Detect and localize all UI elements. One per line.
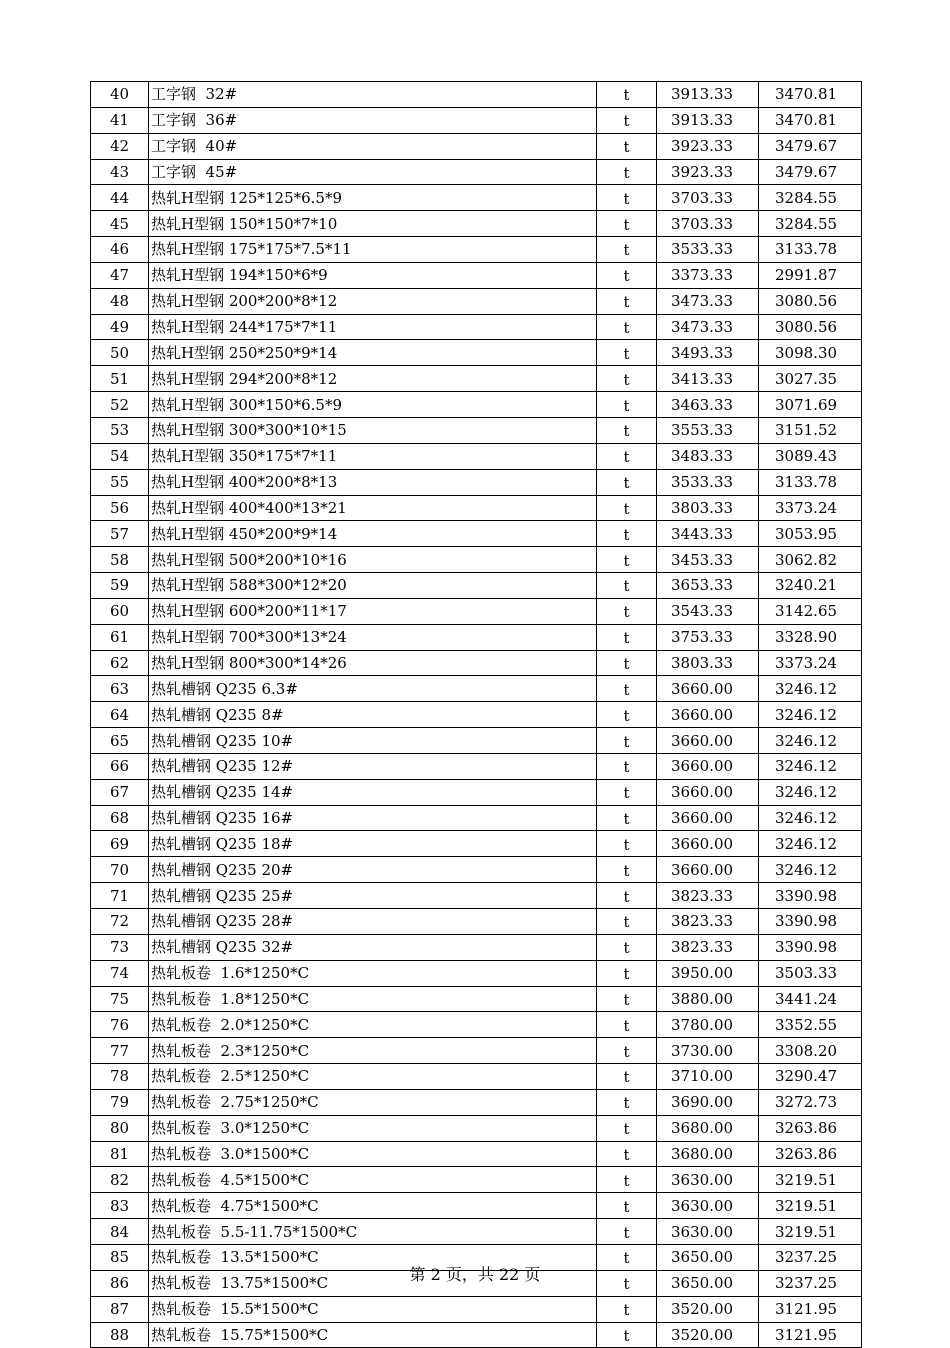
price-incl-tax-cell: 3660.00 [657, 857, 759, 883]
price-excl-tax-cell: 2991.87 [759, 262, 862, 288]
price-excl-tax-cell: 3121.95 [759, 1296, 862, 1322]
row-number-cell: 64 [91, 702, 149, 728]
price-incl-tax-cell: 3823.33 [657, 934, 759, 960]
row-number-cell: 83 [91, 1193, 149, 1219]
price-excl-tax-cell: 3121.95 [759, 1322, 862, 1348]
price-excl-tax-cell: 3470.81 [759, 82, 862, 108]
price-incl-tax-cell: 3950.00 [657, 960, 759, 986]
row-number-cell: 66 [91, 753, 149, 779]
unit-cell: t [597, 624, 657, 650]
unit-cell: t [597, 805, 657, 831]
price-excl-tax-cell: 3098.30 [759, 340, 862, 366]
row-number-cell: 70 [91, 857, 149, 883]
unit-cell: t [597, 159, 657, 185]
price-incl-tax-cell: 3730.00 [657, 1038, 759, 1064]
table-row [91, 624, 862, 650]
table-row [91, 159, 862, 185]
item-name-cell: 热轧板卷 1.6*1250*C [149, 960, 597, 986]
price-excl-tax-cell: 3352.55 [759, 1012, 862, 1038]
unit-cell: t [597, 753, 657, 779]
row-number-cell: 86 [91, 1270, 149, 1296]
unit-cell: t [597, 340, 657, 366]
table-row [91, 211, 862, 237]
price-incl-tax-cell: 3653.33 [657, 573, 759, 599]
unit-cell: t [597, 831, 657, 857]
unit-cell: t [597, 133, 657, 159]
table-row [91, 960, 862, 986]
table-row [91, 753, 862, 779]
price-excl-tax-cell: 3133.78 [759, 469, 862, 495]
row-number-cell: 88 [91, 1322, 149, 1348]
table-row [91, 934, 862, 960]
item-name-cell: 热轧板卷 3.0*1250*C [149, 1115, 597, 1141]
item-name-cell: 热轧H型钢 700*300*13*24 [149, 624, 597, 650]
price-excl-tax-cell: 3080.56 [759, 288, 862, 314]
row-number-cell: 41 [91, 107, 149, 133]
table-row [91, 133, 862, 159]
unit-cell: t [597, 1167, 657, 1193]
price-incl-tax-cell: 3650.00 [657, 1270, 759, 1296]
price-incl-tax-cell: 3823.33 [657, 909, 759, 935]
table-row [91, 1089, 862, 1115]
row-number-cell: 87 [91, 1296, 149, 1322]
row-number-cell: 65 [91, 728, 149, 754]
price-incl-tax-cell: 3660.00 [657, 805, 759, 831]
item-name-cell: 热轧H型钢 400*400*13*21 [149, 495, 597, 521]
price-incl-tax-cell: 3553.33 [657, 417, 759, 443]
price-incl-tax-cell: 3803.33 [657, 650, 759, 676]
price-incl-tax-cell: 3520.00 [657, 1322, 759, 1348]
price-incl-tax-cell: 3913.33 [657, 82, 759, 108]
row-number-cell: 61 [91, 624, 149, 650]
row-number-cell: 59 [91, 573, 149, 599]
item-name-cell: 热轧槽钢 Q235 18# [149, 831, 597, 857]
row-number-cell: 49 [91, 314, 149, 340]
price-incl-tax-cell: 3660.00 [657, 779, 759, 805]
unit-cell: t [597, 1012, 657, 1038]
row-number-cell: 48 [91, 288, 149, 314]
table-row [91, 728, 862, 754]
row-number-cell: 62 [91, 650, 149, 676]
item-name-cell: 热轧槽钢 Q235 32# [149, 934, 597, 960]
unit-cell: t [597, 237, 657, 263]
price-excl-tax-cell: 3062.82 [759, 547, 862, 573]
unit-cell: t [597, 288, 657, 314]
item-name-cell: 热轧H型钢 150*150*7*10 [149, 211, 597, 237]
price-excl-tax-cell: 3441.24 [759, 986, 862, 1012]
table-row [91, 1296, 862, 1322]
row-number-cell: 45 [91, 211, 149, 237]
price-excl-tax-cell: 3246.12 [759, 702, 862, 728]
unit-cell: t [597, 417, 657, 443]
row-number-cell: 43 [91, 159, 149, 185]
price-incl-tax-cell: 3630.00 [657, 1219, 759, 1245]
item-name-cell: 热轧板卷 1.8*1250*C [149, 986, 597, 1012]
price-incl-tax-cell: 3823.33 [657, 883, 759, 909]
unit-cell: t [597, 1141, 657, 1167]
row-number-cell: 81 [91, 1141, 149, 1167]
row-number-cell: 79 [91, 1089, 149, 1115]
table-row [91, 340, 862, 366]
item-name-cell: 热轧槽钢 Q235 6.3# [149, 676, 597, 702]
table-row [91, 857, 862, 883]
price-excl-tax-cell: 3246.12 [759, 857, 862, 883]
price-incl-tax-cell: 3660.00 [657, 753, 759, 779]
unit-cell: t [597, 1089, 657, 1115]
item-name-cell: 热轧槽钢 Q235 16# [149, 805, 597, 831]
price-excl-tax-cell: 3219.51 [759, 1219, 862, 1245]
unit-cell: t [597, 185, 657, 211]
unit-cell: t [597, 107, 657, 133]
row-number-cell: 78 [91, 1064, 149, 1090]
row-number-cell: 52 [91, 392, 149, 418]
price-excl-tax-cell: 3089.43 [759, 443, 862, 469]
table-row [91, 676, 862, 702]
price-excl-tax-cell: 3080.56 [759, 314, 862, 340]
price-excl-tax-cell: 3133.78 [759, 237, 862, 263]
item-name-cell: 热轧H型钢 300*300*10*15 [149, 417, 597, 443]
row-number-cell: 68 [91, 805, 149, 831]
item-name-cell: 热轧槽钢 Q235 28# [149, 909, 597, 935]
price-incl-tax-cell: 3660.00 [657, 728, 759, 754]
row-number-cell: 51 [91, 366, 149, 392]
table-row [91, 1193, 862, 1219]
table-row [91, 366, 862, 392]
price-incl-tax-cell: 3703.33 [657, 185, 759, 211]
table-row [91, 262, 862, 288]
unit-cell: t [597, 547, 657, 573]
price-incl-tax-cell: 3650.00 [657, 1244, 759, 1270]
item-name-cell: 热轧H型钢 175*175*7.5*11 [149, 237, 597, 263]
price-excl-tax-cell: 3390.98 [759, 909, 862, 935]
price-excl-tax-cell: 3373.24 [759, 495, 862, 521]
price-incl-tax-cell: 3710.00 [657, 1064, 759, 1090]
table-row [91, 986, 862, 1012]
item-name-cell: 工字钢 45# [149, 159, 597, 185]
item-name-cell: 热轧H型钢 125*125*6.5*9 [149, 185, 597, 211]
table-row [91, 909, 862, 935]
table-row [91, 1012, 862, 1038]
price-excl-tax-cell: 3246.12 [759, 753, 862, 779]
row-number-cell: 82 [91, 1167, 149, 1193]
price-excl-tax-cell: 3373.24 [759, 650, 862, 676]
price-incl-tax-cell: 3803.33 [657, 495, 759, 521]
item-name-cell: 热轧板卷 15.5*1500*C [149, 1296, 597, 1322]
price-excl-tax-cell: 3237.25 [759, 1244, 862, 1270]
price-incl-tax-cell: 3413.33 [657, 366, 759, 392]
row-number-cell: 75 [91, 986, 149, 1012]
price-incl-tax-cell: 3463.33 [657, 392, 759, 418]
item-name-cell: 热轧槽钢 Q235 12# [149, 753, 597, 779]
row-number-cell: 55 [91, 469, 149, 495]
price-table-body [91, 82, 862, 1348]
row-number-cell: 40 [91, 82, 149, 108]
item-name-cell: 热轧H型钢 200*200*8*12 [149, 288, 597, 314]
row-number-cell: 50 [91, 340, 149, 366]
table-row [91, 702, 862, 728]
unit-cell: t [597, 1038, 657, 1064]
unit-cell: t [597, 82, 657, 108]
price-incl-tax-cell: 3660.00 [657, 702, 759, 728]
price-incl-tax-cell: 3660.00 [657, 831, 759, 857]
row-number-cell: 69 [91, 831, 149, 857]
price-incl-tax-cell: 3680.00 [657, 1141, 759, 1167]
unit-cell: t [597, 909, 657, 935]
table-row [91, 805, 862, 831]
table-row [91, 1038, 862, 1064]
table-row [91, 598, 862, 624]
unit-cell: t [597, 443, 657, 469]
price-excl-tax-cell: 3308.20 [759, 1038, 862, 1064]
row-number-cell: 54 [91, 443, 149, 469]
item-name-cell: 热轧板卷 4.75*1500*C [149, 1193, 597, 1219]
item-name-cell: 热轧板卷 15.75*1500*C [149, 1322, 597, 1348]
price-incl-tax-cell: 3473.33 [657, 288, 759, 314]
price-excl-tax-cell: 3470.81 [759, 107, 862, 133]
item-name-cell: 热轧H型钢 500*200*10*16 [149, 547, 597, 573]
unit-cell: t [597, 495, 657, 521]
price-incl-tax-cell: 3880.00 [657, 986, 759, 1012]
unit-cell: t [597, 598, 657, 624]
price-excl-tax-cell: 3246.12 [759, 805, 862, 831]
row-number-cell: 47 [91, 262, 149, 288]
price-excl-tax-cell: 3219.51 [759, 1167, 862, 1193]
row-number-cell: 72 [91, 909, 149, 935]
item-name-cell: 热轧槽钢 Q235 8# [149, 702, 597, 728]
item-name-cell: 热轧H型钢 350*175*7*11 [149, 443, 597, 469]
price-excl-tax-cell: 3151.52 [759, 417, 862, 443]
table-row [91, 521, 862, 547]
price-incl-tax-cell: 3373.33 [657, 262, 759, 288]
price-incl-tax-cell: 3473.33 [657, 314, 759, 340]
unit-cell: t [597, 1219, 657, 1245]
item-name-cell: 热轧板卷 3.0*1500*C [149, 1141, 597, 1167]
item-name-cell: 热轧H型钢 250*250*9*14 [149, 340, 597, 366]
price-incl-tax-cell: 3483.33 [657, 443, 759, 469]
row-number-cell: 60 [91, 598, 149, 624]
price-incl-tax-cell: 3520.00 [657, 1296, 759, 1322]
price-excl-tax-cell: 3390.98 [759, 934, 862, 960]
item-name-cell: 热轧H型钢 194*150*6*9 [149, 262, 597, 288]
price-incl-tax-cell: 3453.33 [657, 547, 759, 573]
price-incl-tax-cell: 3923.33 [657, 159, 759, 185]
table-row [91, 469, 862, 495]
unit-cell: t [597, 702, 657, 728]
unit-cell: t [597, 211, 657, 237]
item-name-cell: 热轧板卷 13.75*1500*C [149, 1270, 597, 1296]
price-excl-tax-cell: 3290.47 [759, 1064, 862, 1090]
row-number-cell: 85 [91, 1244, 149, 1270]
price-incl-tax-cell: 3923.33 [657, 133, 759, 159]
page-footer: 第 2 页，共 22 页 [409, 1265, 541, 1284]
item-name-cell: 热轧H型钢 300*150*6.5*9 [149, 392, 597, 418]
price-excl-tax-cell: 3503.33 [759, 960, 862, 986]
row-number-cell: 63 [91, 676, 149, 702]
row-number-cell: 74 [91, 960, 149, 986]
price-excl-tax-cell: 3246.12 [759, 728, 862, 754]
table-row [91, 185, 862, 211]
price-incl-tax-cell: 3690.00 [657, 1089, 759, 1115]
table-row [91, 1167, 862, 1193]
price-incl-tax-cell: 3443.33 [657, 521, 759, 547]
row-number-cell: 73 [91, 934, 149, 960]
table-row [91, 288, 862, 314]
item-name-cell: 热轧H型钢 588*300*12*20 [149, 573, 597, 599]
item-name-cell: 热轧板卷 4.5*1500*C [149, 1167, 597, 1193]
table-row [91, 443, 862, 469]
table-row [91, 883, 862, 909]
price-incl-tax-cell: 3493.33 [657, 340, 759, 366]
table-row [91, 547, 862, 573]
price-incl-tax-cell: 3913.33 [657, 107, 759, 133]
price-excl-tax-cell: 3390.98 [759, 883, 862, 909]
price-excl-tax-cell: 3219.51 [759, 1193, 862, 1219]
unit-cell: t [597, 960, 657, 986]
unit-cell: t [597, 779, 657, 805]
item-name-cell: 工字钢 40# [149, 133, 597, 159]
table-row [91, 650, 862, 676]
table-row [91, 495, 862, 521]
table-row [91, 314, 862, 340]
table-row [91, 417, 862, 443]
price-excl-tax-cell: 3263.86 [759, 1141, 862, 1167]
unit-cell: t [597, 1296, 657, 1322]
price-excl-tax-cell: 3328.90 [759, 624, 862, 650]
item-name-cell: 热轧H型钢 294*200*8*12 [149, 366, 597, 392]
unit-cell: t [597, 366, 657, 392]
table-row [91, 573, 862, 599]
table-row [91, 1219, 862, 1245]
item-name-cell: 热轧H型钢 244*175*7*11 [149, 314, 597, 340]
unit-cell: t [597, 883, 657, 909]
row-number-cell: 77 [91, 1038, 149, 1064]
unit-cell: t [597, 676, 657, 702]
price-excl-tax-cell: 3240.21 [759, 573, 862, 599]
table-row [91, 237, 862, 263]
price-incl-tax-cell: 3660.00 [657, 676, 759, 702]
price-incl-tax-cell: 3533.33 [657, 469, 759, 495]
unit-cell: t [597, 1270, 657, 1296]
unit-cell: t [597, 573, 657, 599]
row-number-cell: 71 [91, 883, 149, 909]
unit-cell: t [597, 469, 657, 495]
table-row [91, 392, 862, 418]
item-name-cell: 工字钢 36# [149, 107, 597, 133]
table-row [91, 1141, 862, 1167]
price-excl-tax-cell: 3027.35 [759, 366, 862, 392]
item-name-cell: 工字钢 32# [149, 82, 597, 108]
item-name-cell: 热轧槽钢 Q235 20# [149, 857, 597, 883]
unit-cell: t [597, 650, 657, 676]
table-row [91, 82, 862, 108]
item-name-cell: 热轧板卷 2.75*1250*C [149, 1089, 597, 1115]
item-name-cell: 热轧板卷 13.5*1500*C [149, 1244, 597, 1270]
price-incl-tax-cell: 3753.33 [657, 624, 759, 650]
table-row [91, 1115, 862, 1141]
item-name-cell: 热轧H型钢 800*300*14*26 [149, 650, 597, 676]
price-excl-tax-cell: 3246.12 [759, 831, 862, 857]
unit-cell: t [597, 262, 657, 288]
unit-cell: t [597, 521, 657, 547]
price-excl-tax-cell: 3071.69 [759, 392, 862, 418]
price-excl-tax-cell: 3263.86 [759, 1115, 862, 1141]
price-incl-tax-cell: 3533.33 [657, 237, 759, 263]
row-number-cell: 67 [91, 779, 149, 805]
row-number-cell: 42 [91, 133, 149, 159]
price-excl-tax-cell: 3284.55 [759, 185, 862, 211]
unit-cell: t [597, 728, 657, 754]
price-excl-tax-cell: 3479.67 [759, 133, 862, 159]
price-excl-tax-cell: 3053.95 [759, 521, 862, 547]
row-number-cell: 53 [91, 417, 149, 443]
unit-cell: t [597, 1064, 657, 1090]
price-incl-tax-cell: 3630.00 [657, 1193, 759, 1219]
price-table [90, 81, 862, 1348]
row-number-cell: 56 [91, 495, 149, 521]
price-incl-tax-cell: 3543.33 [657, 598, 759, 624]
unit-cell: t [597, 314, 657, 340]
table-row [91, 1064, 862, 1090]
item-name-cell: 热轧槽钢 Q235 25# [149, 883, 597, 909]
price-excl-tax-cell: 3237.25 [759, 1270, 862, 1296]
item-name-cell: 热轧槽钢 Q235 14# [149, 779, 597, 805]
price-excl-tax-cell: 3272.73 [759, 1089, 862, 1115]
price-excl-tax-cell: 3246.12 [759, 676, 862, 702]
item-name-cell: 热轧H型钢 600*200*11*17 [149, 598, 597, 624]
row-number-cell: 46 [91, 237, 149, 263]
unit-cell: t [597, 1193, 657, 1219]
unit-cell: t [597, 1322, 657, 1348]
price-incl-tax-cell: 3680.00 [657, 1115, 759, 1141]
table-row [91, 779, 862, 805]
row-number-cell: 76 [91, 1012, 149, 1038]
unit-cell: t [597, 857, 657, 883]
price-incl-tax-cell: 3780.00 [657, 1012, 759, 1038]
price-incl-tax-cell: 3703.33 [657, 211, 759, 237]
item-name-cell: 热轧槽钢 Q235 10# [149, 728, 597, 754]
row-number-cell: 44 [91, 185, 149, 211]
item-name-cell: 热轧板卷 2.5*1250*C [149, 1064, 597, 1090]
item-name-cell: 热轧H型钢 450*200*9*14 [149, 521, 597, 547]
table-row [91, 107, 862, 133]
row-number-cell: 58 [91, 547, 149, 573]
unit-cell: t [597, 986, 657, 1012]
item-name-cell: 热轧板卷 5.5-11.75*1500*C [149, 1219, 597, 1245]
unit-cell: t [597, 1115, 657, 1141]
table-row [91, 831, 862, 857]
row-number-cell: 57 [91, 521, 149, 547]
price-excl-tax-cell: 3479.67 [759, 159, 862, 185]
unit-cell: t [597, 934, 657, 960]
item-name-cell: 热轧H型钢 400*200*8*13 [149, 469, 597, 495]
unit-cell: t [597, 392, 657, 418]
row-number-cell: 80 [91, 1115, 149, 1141]
item-name-cell: 热轧板卷 2.0*1250*C [149, 1012, 597, 1038]
price-excl-tax-cell: 3246.12 [759, 779, 862, 805]
unit-cell: t [597, 1244, 657, 1270]
price-incl-tax-cell: 3630.00 [657, 1167, 759, 1193]
price-excl-tax-cell: 3142.65 [759, 598, 862, 624]
row-number-cell: 84 [91, 1219, 149, 1245]
price-excl-tax-cell: 3284.55 [759, 211, 862, 237]
item-name-cell: 热轧板卷 2.3*1250*C [149, 1038, 597, 1064]
